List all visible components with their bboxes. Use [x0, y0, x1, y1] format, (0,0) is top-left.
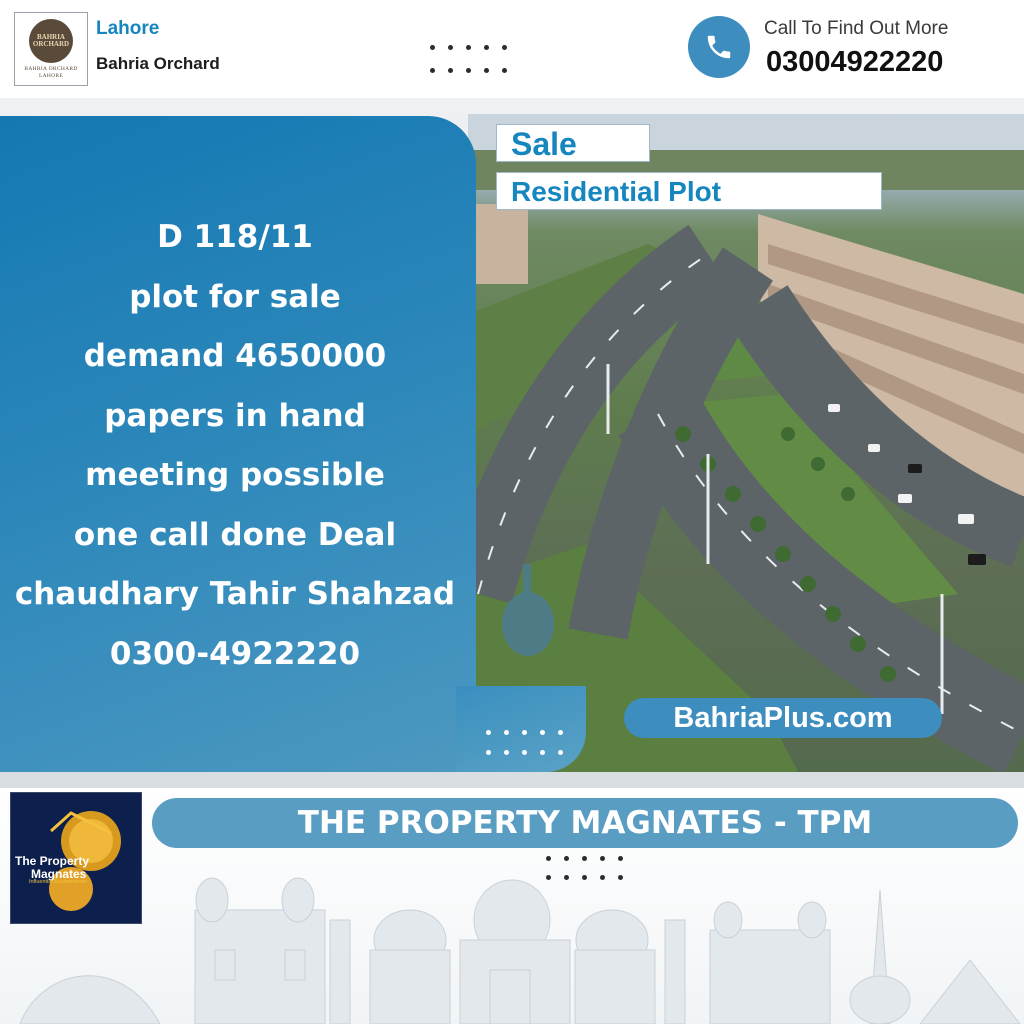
logo-caption-bottom: LAHORE: [38, 72, 64, 79]
listing-panel-tail: [456, 686, 586, 772]
aerial-photo: [468, 114, 1024, 772]
listing-details: [0, 208, 470, 684]
logo-caption-top: BAHRIA ORCHARD: [24, 66, 78, 73]
tpm-logo-tagline: Influential Businessmen: [29, 879, 88, 885]
logo-caption: [24, 66, 77, 78]
decorative-dots: [486, 730, 576, 758]
city-skyline: [0, 850, 1024, 1024]
logo-emblem: [29, 19, 73, 63]
property-type-tag: Residential Plot: [496, 172, 882, 210]
listing-line: demand 4650000: [83, 338, 387, 374]
phone-number[interactable]: 03004922220: [766, 46, 944, 78]
decorative-dots: [430, 45, 520, 77]
listing-line: chaudhary Tahir Shahzad: [14, 576, 456, 612]
bahria-orchard-logo: [14, 12, 88, 86]
tpm-logo: [10, 792, 142, 924]
listing-line: 0300-4922220: [109, 635, 361, 672]
purpose-tag: Sale: [496, 124, 650, 162]
decorative-dots: [546, 856, 636, 882]
tpm-logo-line2: Magnates: [31, 866, 87, 881]
tpm-logo-line1: The Property: [15, 854, 90, 868]
agency-banner: THE PROPERTY MAGNATES - TPM: [152, 798, 1018, 848]
listing-line: meeting possible: [85, 457, 385, 493]
society-label: Bahria Orchard: [96, 54, 220, 73]
phone-icon[interactable]: [688, 16, 750, 78]
city-label: Lahore: [96, 18, 160, 39]
listing-line: D 118/11: [157, 219, 313, 255]
listing-line: plot for sale: [129, 278, 341, 315]
logo-emblem-text: BAHRIA ORCHARD: [32, 33, 70, 49]
website-link[interactable]: BahriaPlus.com: [624, 698, 942, 738]
listing-line: one call done Deal: [73, 516, 397, 553]
header: [0, 0, 1024, 100]
tpm-logo-text: [15, 855, 139, 880]
call-to-action-label: Call To Find Out More: [764, 18, 949, 39]
listing-line: papers in hand: [104, 397, 366, 434]
